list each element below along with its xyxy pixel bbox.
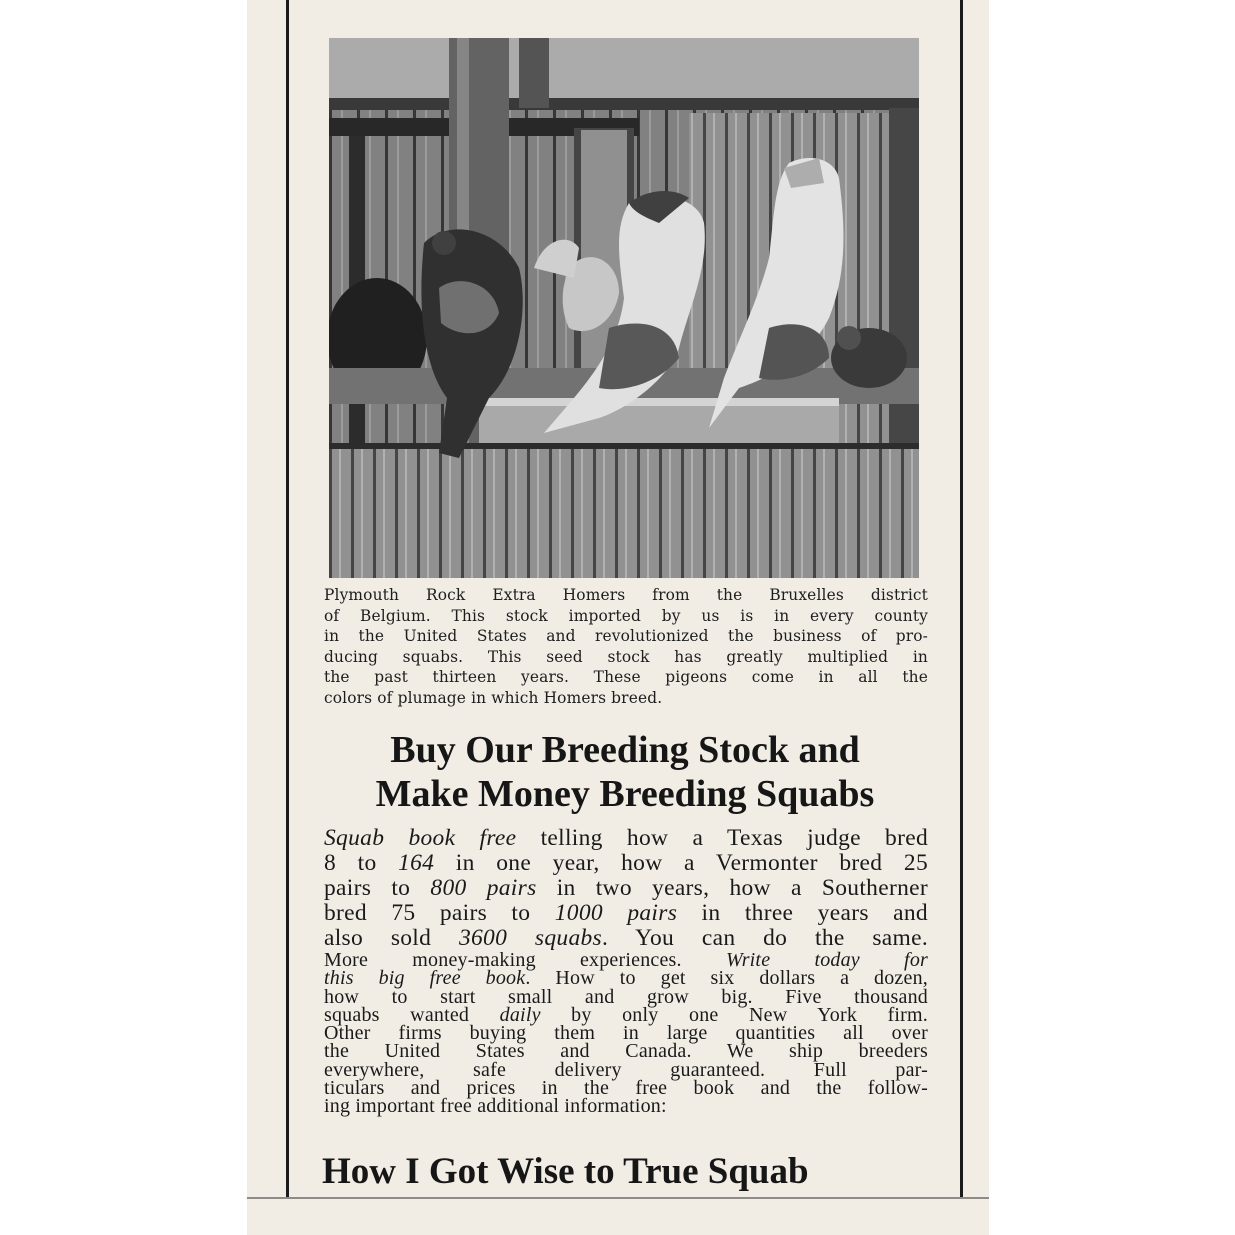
body-text: squabs wanted [324,1003,500,1026]
clipping-bottom-edge [247,1197,989,1199]
body-line: everywhere, safe delivery guaranteed. Full par- [324,1058,928,1081]
caption-line: of Belgium. This stock imported by us is in every county [324,606,928,625]
body-text: in three years and [677,900,928,926]
body-line [324,826,928,851]
body-text: also sold [324,925,459,951]
headline-line-2: Make Money Breeding Squabs [375,773,875,815]
body-text: pairs to [324,875,431,901]
body-line [324,967,928,990]
body-text: in two years, how a Southerner [536,875,928,901]
body-line [324,901,928,926]
pigeons-illustration [329,38,919,578]
ad-body-text [324,826,928,1116]
body-text: in one year, how a Vermonter bred 25 [434,850,928,876]
body-line: ticulars and prices in the free book and the follow- [324,1077,928,1100]
body-text: . How to get six dollars a dozen, [525,967,928,990]
italic-text: 164 [398,850,435,876]
italic-text: 1000 pairs [554,900,678,926]
body-line [324,926,928,951]
italic-text: 3600 squabs [458,925,603,951]
pigeons-photo [329,38,919,578]
body-line: ing important free additional information: [324,1095,667,1118]
body-line: Other firms buying them in large quantities all over [324,1022,928,1045]
body-line [324,876,928,901]
italic-text: 800 pairs [430,875,537,901]
body-text: 8 to [324,850,399,876]
body-line: the United States and Canada. We ship breeders [324,1040,928,1063]
photo-caption [324,585,928,708]
ad-headline [320,728,930,816]
body-line [324,851,928,876]
right-column-rule [960,0,963,1197]
caption-line: Plymouth Rock Extra Homers from the Bruxelles district [324,586,928,604]
italic-text: daily [499,1003,541,1026]
body-line: how to start small and grow big. Five thousand [324,985,928,1008]
italic-text: Squab book free [324,825,517,851]
body-text: telling how a Texas judge bred [516,825,929,851]
body-text: More money-making experiences. [324,949,726,971]
italic-text: this big free book [324,967,526,990]
headline-line-1: Buy Our Breeding Stock and [390,729,860,771]
left-column-rule [286,0,289,1197]
caption-line: in the United States and revolutionized the business of pro- [324,627,928,645]
italic-text: Write today for [725,949,928,971]
caption-line: colors of plumage in which Homers breed. [324,688,663,707]
section-subheading: How I Got Wise to True Squab [322,1151,809,1192]
caption-line: the past thirteen years. These pigeons come in all the [324,668,928,686]
body-text: . You can do the same. [602,925,929,951]
caption-line: ducing squabs. This seed stock has greatly multiplied in [324,647,928,666]
body-text: bred 75 pairs to [324,900,555,926]
body-text: by only one New York firm. [540,1003,929,1026]
